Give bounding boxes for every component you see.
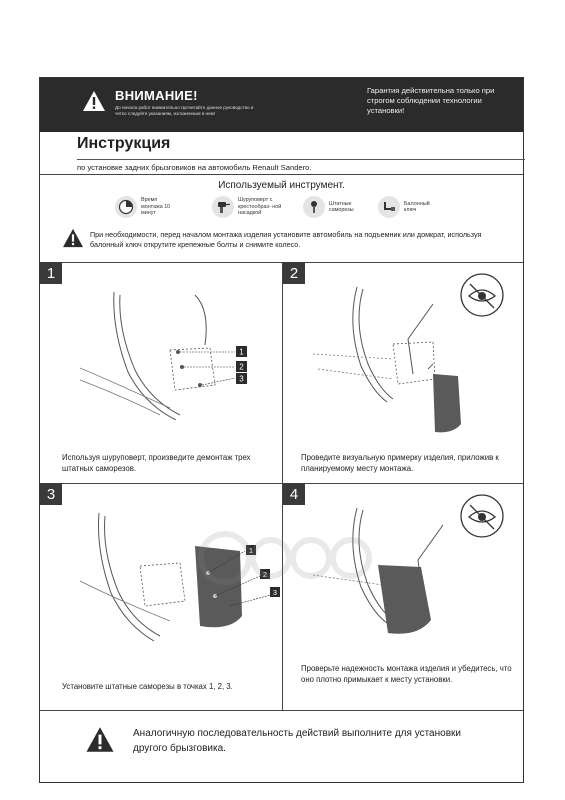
step-caption: Установите штатные саморезы в точках 1, 2, 3. — [62, 682, 233, 691]
footer-text: Аналогичную последовательность действий выполните для установки другого брызговика. — [133, 728, 461, 754]
page-subtitle: по установке задних брызговиков на автомобиль Renault Sandero. — [77, 163, 312, 172]
step-2-illustration — [313, 284, 483, 434]
guarantee-text: Гарантия действительна только при строгом соблюдении технологии установки! — [367, 86, 495, 115]
screw-icon — [303, 196, 325, 218]
callout-label: 3 — [272, 588, 278, 597]
divider — [40, 710, 523, 711]
step-caption: Проверьте надежность монтажа изделия и убедитесь, что оно плотно примыкает к месту установки. — [301, 664, 512, 684]
step-number: 4 — [283, 483, 305, 505]
page-title: Инструкция — [77, 135, 171, 152]
step-3-panel — [40, 483, 282, 707]
callout-label: 3 — [239, 374, 244, 384]
step-number: 2 — [283, 262, 305, 284]
warning-text: До начала работ внимательно прочитайте данное руководство и четко следуйте указаниям, изложенным в нем! — [115, 105, 254, 116]
callout-label: 2 — [262, 570, 268, 579]
step-1-panel — [40, 262, 282, 486]
step-number: 1 — [40, 262, 62, 284]
step-caption: Проведите визуальную примерку изделия, приложив к планируемому месту монтажа. — [301, 453, 499, 473]
tool-label: Шуруповерт с крестообраз- ной насадкой — [238, 197, 282, 217]
screwdriver-icon — [212, 196, 234, 218]
step-4-panel — [283, 483, 525, 707]
tools-title: Используемый инструмент. — [218, 180, 345, 191]
warning-icon — [62, 228, 84, 248]
instruction-sheet — [39, 77, 524, 783]
callout-label: 1 — [239, 347, 244, 357]
step-number: 3 — [40, 483, 62, 505]
clock-icon — [115, 196, 137, 218]
tool-label: Время монтажа 10 минут — [141, 197, 171, 217]
tool-screwdriver — [212, 196, 282, 218]
tool-wrench — [378, 196, 434, 218]
callout-label: 2 — [239, 362, 244, 372]
mudflap-shape — [378, 565, 431, 634]
mudflap-shape — [433, 374, 461, 432]
title-underline — [77, 159, 525, 160]
wrench-icon — [378, 196, 400, 218]
tool-label: Штатные саморезы — [329, 200, 354, 213]
step-caption: Используя шуруповерт, произведите демонтаж трех штатных саморезов. — [62, 453, 251, 473]
warning-icon — [82, 90, 106, 112]
step-1-illustration — [80, 290, 270, 420]
warning-title: ВНИМАНИЕ! — [115, 88, 198, 103]
note-text: При необходимости, перед началом монтажа изделия установите автомобиль на подъемник или домкрат, используя балонный ключ открутите крепежные болты и снимите колесо. — [90, 230, 482, 249]
tool-time — [115, 196, 175, 218]
step-2-panel — [283, 262, 525, 486]
tool-label: Балонный ключ — [404, 200, 430, 213]
callout-label: 1 — [248, 546, 254, 555]
header-banner — [40, 78, 523, 132]
divider — [40, 174, 523, 175]
watermark-logo — [198, 531, 373, 586]
warning-icon — [85, 726, 115, 753]
tool-screws — [303, 196, 363, 218]
